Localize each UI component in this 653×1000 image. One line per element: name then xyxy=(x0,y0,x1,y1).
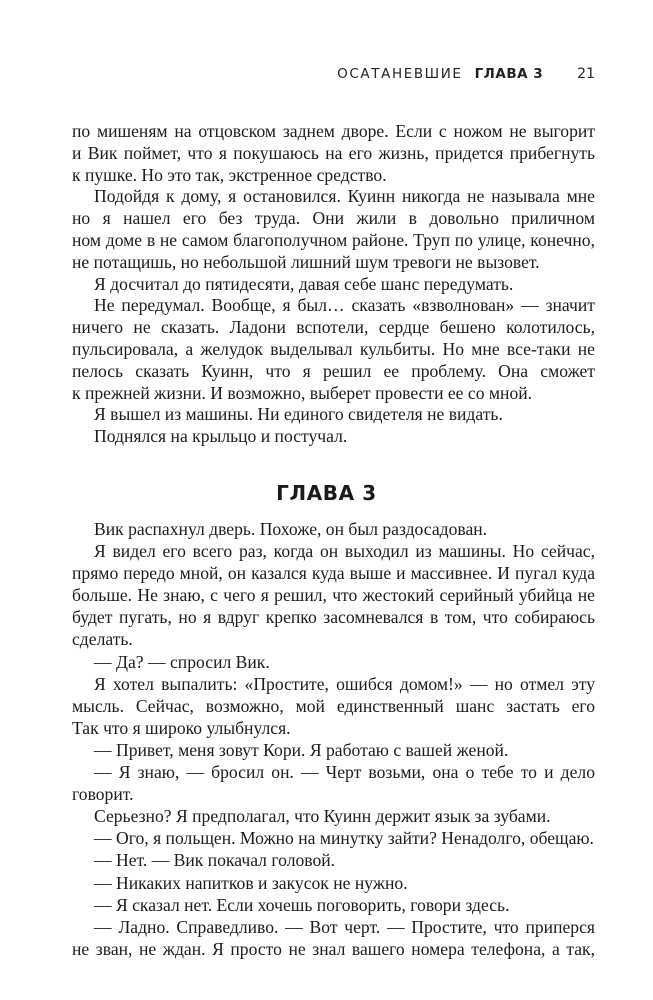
text-line: не зван, не ждан. Я просто не знал вашего номера телефона, а так, xyxy=(72,938,595,959)
text-line: к пушке. Но это так, экстренное средство. xyxy=(72,164,387,185)
text-line: — Я сказал нет. Если хочешь поговорить, говори здесь. xyxy=(94,894,510,915)
text-line: мысль. Сейчас, возможно, мой единственный шанс застать его xyxy=(72,695,595,716)
text-line: Так что я широко улыбнулся. xyxy=(72,717,291,738)
text-line: но я нашел его без труда. Они жили в довольно приличном xyxy=(72,208,595,229)
text-line: — Нет. — Вик покачал головой. xyxy=(94,850,336,871)
text-line: Вик распахнул дверь. Похоже, он был раздосадован. xyxy=(94,519,488,539)
text-line: Поднялся на крыльцо и постучал. xyxy=(94,426,348,447)
text-line: — Никаких напитков и закусок не нужно. xyxy=(94,872,408,893)
text-line: сделать. xyxy=(72,629,133,650)
text-line: по мишеням на отцовском заднем дворе. Если с ножом не выгорит xyxy=(72,121,595,141)
text-line: Подойдя к дому, я остановился. Куинн никогда не называла мне xyxy=(94,186,595,207)
running-title: ОСАТАНЕВШИЕ xyxy=(337,66,463,82)
text-line: ном доме в не самом благополучном районе. Труп по улице, конечно, xyxy=(72,229,595,250)
text-line: Я хотел выпалить: «Простите, ошибся домом!» — но отмел эту xyxy=(94,673,595,694)
text-line: — Привет, меня зовут Кори. Я работаю с вашей женой. xyxy=(94,739,509,760)
text-line: — Ого, я польщен. Можно на минутку зайти? Ненадолго, обещаю. xyxy=(94,828,594,849)
text-line: говорит. xyxy=(72,784,134,805)
text-line: Я вышел из машины. Ни единого свидетеля не видать. xyxy=(94,404,503,425)
text-line: Не передумал. Вообще, я был… сказать «взволнован» — значит xyxy=(94,295,595,316)
text-line: будет пугать, но я вдруг крепко засомневался в том, что собираюсь xyxy=(72,607,595,628)
page-number: 21 xyxy=(577,66,595,82)
text-line: — Да? — спросил Вик. xyxy=(94,651,270,672)
text-line: — Ладно. Справедливо. — Вот черт. — Простите, что приперся xyxy=(94,916,595,937)
text-line: к прежней жизни. И возможно, выберет провести ее со мной. xyxy=(72,382,533,403)
text-line: Я досчитал до пятидесяти, давая себе шанс передумать. xyxy=(94,273,514,294)
text-line: пелось сказать Куинн, что я решил ее проблему. Она сможет xyxy=(72,360,595,381)
text-block-top xyxy=(72,121,595,448)
text-line: — Я знаю, — бросил он. — Черт возьми, она о тебе то и дело xyxy=(94,762,595,783)
text-line: пульсировала, а желудок выделывал кульбиты. Но мне все-таки не xyxy=(72,338,595,359)
text-line: больше. Не знаю, с чего я решил, что жестокий серийный убийца не xyxy=(72,585,595,606)
text-line: Серьезно? Я предполагал, что Куинн держит язык за зубами. xyxy=(94,806,551,827)
running-header xyxy=(337,66,595,82)
text-block-bottom xyxy=(72,518,595,960)
text-line: прямо передо мной, он казался куда выше и массивнее. И пугал куда xyxy=(72,563,595,584)
text-line: не потащишь, но небольшой лишний шум тревоги не вызовет. xyxy=(72,251,540,272)
chapter-title: ГЛАВА 3 xyxy=(276,481,377,505)
text-line: Я видел его всего раз, когда он выходил из машины. Но сейчас, xyxy=(94,541,595,562)
text-line: ничего не сказать. Ладони вспотели, сердце бешено колотилось, xyxy=(72,317,595,338)
running-chapter: ГЛАВА 3 xyxy=(474,66,544,82)
text-line: и Вик поймет, что я покушаюсь на его жизнь, придется прибегнуть xyxy=(72,142,595,163)
